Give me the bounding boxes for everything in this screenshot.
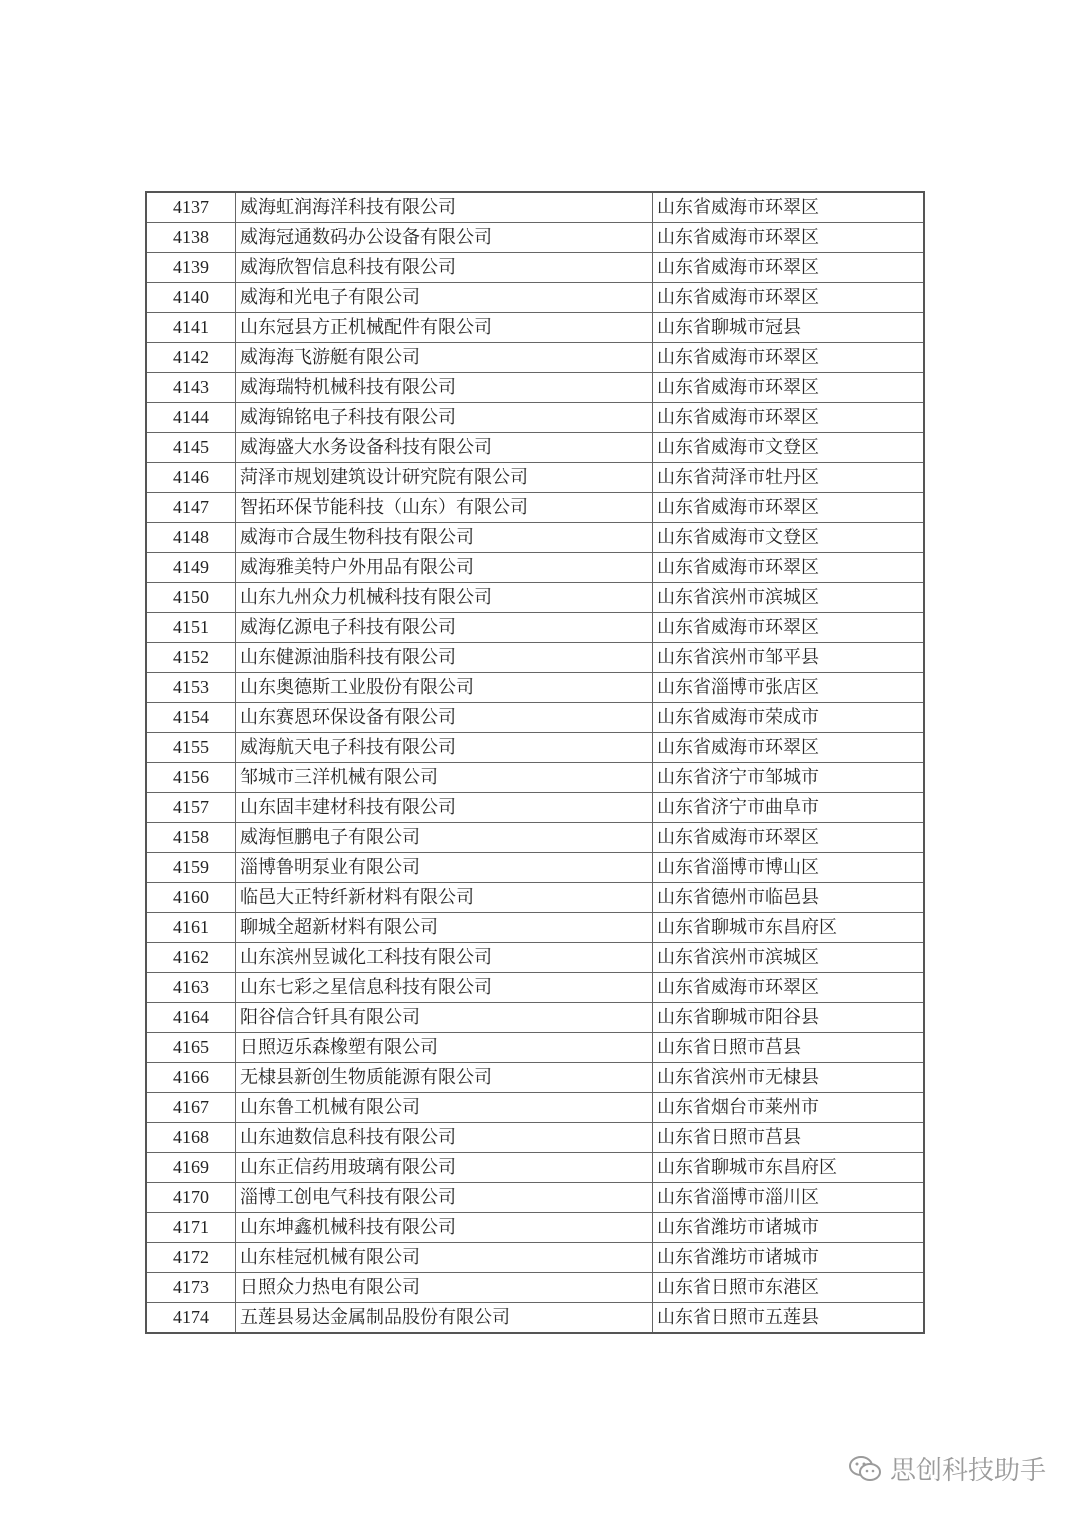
row-number: 4155 <box>146 733 236 763</box>
region: 山东省滨州市邹平县 <box>653 643 925 673</box>
company-name: 山东冠县方正机械配件有限公司 <box>236 313 653 343</box>
region: 山东省聊城市阳谷县 <box>653 1003 925 1033</box>
region: 山东省烟台市莱州市 <box>653 1093 925 1123</box>
table-row <box>146 673 924 703</box>
table-row <box>146 1153 924 1183</box>
region: 山东省威海市环翠区 <box>653 343 925 373</box>
region: 山东省滨州市滨城区 <box>653 943 925 973</box>
table-row <box>146 1183 924 1213</box>
region: 山东省潍坊市诸城市 <box>653 1243 925 1273</box>
table-row <box>146 823 924 853</box>
row-number: 4167 <box>146 1093 236 1123</box>
company-name: 阳谷信合钎具有限公司 <box>236 1003 653 1033</box>
company-name: 山东赛恩环保设备有限公司 <box>236 703 653 733</box>
watermark-text: 思创科技助手 <box>889 1456 1046 1486</box>
row-number: 4172 <box>146 1243 236 1273</box>
row-number: 4151 <box>146 613 236 643</box>
table-row <box>146 643 924 673</box>
region: 山东省日照市莒县 <box>653 1123 925 1153</box>
row-number: 4150 <box>146 583 236 613</box>
table-row <box>146 733 924 763</box>
table-row <box>146 373 924 403</box>
region: 山东省威海市环翠区 <box>653 823 925 853</box>
row-number: 4143 <box>146 373 236 403</box>
company-name: 威海恒鹏电子有限公司 <box>236 823 653 853</box>
table-row <box>146 433 924 463</box>
region: 山东省菏泽市牡丹区 <box>653 463 925 493</box>
region: 山东省淄博市博山区 <box>653 853 925 883</box>
region: 山东省潍坊市诸城市 <box>653 1213 925 1243</box>
row-number: 4160 <box>146 883 236 913</box>
row-number: 4139 <box>146 253 236 283</box>
company-name: 山东九州众力机械科技有限公司 <box>236 583 653 613</box>
region: 山东省聊城市冠县 <box>653 313 925 343</box>
table-row <box>146 883 924 913</box>
company-name: 威海欣智信息科技有限公司 <box>236 253 653 283</box>
company-name: 山东桂冠机械有限公司 <box>236 1243 653 1273</box>
table-row <box>146 1303 924 1334</box>
region: 山东省聊城市东昌府区 <box>653 913 925 943</box>
table-row <box>146 223 924 253</box>
region: 山东省威海市环翠区 <box>653 253 925 283</box>
region: 山东省济宁市邹城市 <box>653 763 925 793</box>
company-name: 山东健源油脂科技有限公司 <box>236 643 653 673</box>
row-number: 4140 <box>146 283 236 313</box>
region: 山东省滨州市滨城区 <box>653 583 925 613</box>
table-row <box>146 583 924 613</box>
row-number: 4153 <box>146 673 236 703</box>
table-row <box>146 703 924 733</box>
region: 山东省济宁市曲阜市 <box>653 793 925 823</box>
company-name: 威海雅美特户外用品有限公司 <box>236 553 653 583</box>
row-number: 4169 <box>146 1153 236 1183</box>
row-number: 4146 <box>146 463 236 493</box>
company-name: 邹城市三洋机械有限公司 <box>236 763 653 793</box>
watermark <box>848 1450 1046 1487</box>
region: 山东省淄博市张店区 <box>653 673 925 703</box>
table-row <box>146 463 924 493</box>
region: 山东省滨州市无棣县 <box>653 1063 925 1093</box>
region: 山东省日照市莒县 <box>653 1033 925 1063</box>
company-name: 威海虹润海洋科技有限公司 <box>236 192 653 223</box>
region: 山东省威海市环翠区 <box>653 973 925 1003</box>
company-name: 临邑大正特纤新材料有限公司 <box>236 883 653 913</box>
company-name: 威海亿源电子科技有限公司 <box>236 613 653 643</box>
company-name: 山东七彩之星信息科技有限公司 <box>236 973 653 1003</box>
row-number: 4141 <box>146 313 236 343</box>
region: 山东省德州市临邑县 <box>653 883 925 913</box>
row-number: 4145 <box>146 433 236 463</box>
region: 山东省日照市五莲县 <box>653 1303 925 1334</box>
table-row <box>146 1033 924 1063</box>
company-name: 菏泽市规划建筑设计研究院有限公司 <box>236 463 653 493</box>
region: 山东省日照市东港区 <box>653 1273 925 1303</box>
table-row <box>146 553 924 583</box>
company-name: 威海和光电子有限公司 <box>236 283 653 313</box>
region: 山东省威海市环翠区 <box>653 613 925 643</box>
row-number: 4156 <box>146 763 236 793</box>
region: 山东省威海市荣成市 <box>653 703 925 733</box>
table-row <box>146 853 924 883</box>
table-row <box>146 1123 924 1153</box>
row-number: 4159 <box>146 853 236 883</box>
table-row <box>146 613 924 643</box>
table-row <box>146 283 924 313</box>
region: 山东省威海市环翠区 <box>653 553 925 583</box>
table-row <box>146 973 924 1003</box>
company-name: 山东固丰建材科技有限公司 <box>236 793 653 823</box>
company-name: 日照众力热电有限公司 <box>236 1273 653 1303</box>
row-number: 4168 <box>146 1123 236 1153</box>
company-name: 山东迪数信息科技有限公司 <box>236 1123 653 1153</box>
region: 山东省威海市环翠区 <box>653 493 925 523</box>
region: 山东省聊城市东昌府区 <box>653 1153 925 1183</box>
company-name: 威海航天电子科技有限公司 <box>236 733 653 763</box>
row-number: 4148 <box>146 523 236 553</box>
table-row <box>146 313 924 343</box>
table-row <box>146 253 924 283</box>
company-name: 威海锦铭电子科技有限公司 <box>236 403 653 433</box>
company-name: 山东奥德斯工业股份有限公司 <box>236 673 653 703</box>
row-number: 4173 <box>146 1273 236 1303</box>
company-name: 淄博鲁明泵业有限公司 <box>236 853 653 883</box>
row-number: 4162 <box>146 943 236 973</box>
table-row <box>146 1213 924 1243</box>
row-number: 4158 <box>146 823 236 853</box>
company-name: 无棣县新创生物质能源有限公司 <box>236 1063 653 1093</box>
row-number: 4164 <box>146 1003 236 1033</box>
region: 山东省威海市环翠区 <box>653 373 925 403</box>
row-number: 4138 <box>146 223 236 253</box>
company-name: 五莲县易达金属制品股份有限公司 <box>236 1303 653 1334</box>
region: 山东省威海市环翠区 <box>653 192 925 223</box>
table-row <box>146 343 924 373</box>
row-number: 4161 <box>146 913 236 943</box>
region: 山东省威海市文登区 <box>653 433 925 463</box>
company-name: 山东坤鑫机械科技有限公司 <box>236 1213 653 1243</box>
region: 山东省威海市环翠区 <box>653 283 925 313</box>
region: 山东省威海市环翠区 <box>653 403 925 433</box>
company-name: 淄博工创电气科技有限公司 <box>236 1183 653 1213</box>
row-number: 4144 <box>146 403 236 433</box>
table-row <box>146 1273 924 1303</box>
region: 山东省威海市环翠区 <box>653 733 925 763</box>
company-name: 山东滨州昱诚化工科技有限公司 <box>236 943 653 973</box>
table-row <box>146 763 924 793</box>
row-number: 4166 <box>146 1063 236 1093</box>
row-number: 4170 <box>146 1183 236 1213</box>
table-row <box>146 523 924 553</box>
table-row <box>146 493 924 523</box>
row-number: 4171 <box>146 1213 236 1243</box>
wechat-icon <box>848 1455 882 1483</box>
company-name: 聊城全超新材料有限公司 <box>236 913 653 943</box>
row-number: 4174 <box>146 1303 236 1334</box>
row-number: 4152 <box>146 643 236 673</box>
row-number: 4154 <box>146 703 236 733</box>
company-name: 威海瑞特机械科技有限公司 <box>236 373 653 403</box>
row-number: 4137 <box>146 192 236 223</box>
company-list-table <box>145 191 923 1334</box>
region: 山东省威海市环翠区 <box>653 223 925 253</box>
company-name: 威海市合晟生物科技有限公司 <box>236 523 653 553</box>
table-row <box>146 192 924 223</box>
region: 山东省淄博市淄川区 <box>653 1183 925 1213</box>
row-number: 4157 <box>146 793 236 823</box>
company-name: 威海海飞游艇有限公司 <box>236 343 653 373</box>
company-name: 日照迈乐森橡塑有限公司 <box>236 1033 653 1063</box>
company-name: 山东正信药用玻璃有限公司 <box>236 1153 653 1183</box>
table-row <box>146 403 924 433</box>
table-row <box>146 913 924 943</box>
table-row <box>146 793 924 823</box>
row-number: 4147 <box>146 493 236 523</box>
company-name: 山东鲁工机械有限公司 <box>236 1093 653 1123</box>
table-row <box>146 1093 924 1123</box>
table-row <box>146 1243 924 1273</box>
region: 山东省威海市文登区 <box>653 523 925 553</box>
row-number: 4165 <box>146 1033 236 1063</box>
row-number: 4163 <box>146 973 236 1003</box>
company-name: 智拓环保节能科技（山东）有限公司 <box>236 493 653 523</box>
row-number: 4149 <box>146 553 236 583</box>
table-row <box>146 943 924 973</box>
table-row <box>146 1003 924 1033</box>
table-row <box>146 1063 924 1093</box>
company-name: 威海冠通数码办公设备有限公司 <box>236 223 653 253</box>
company-name: 威海盛大水务设备科技有限公司 <box>236 433 653 463</box>
row-number: 4142 <box>146 343 236 373</box>
